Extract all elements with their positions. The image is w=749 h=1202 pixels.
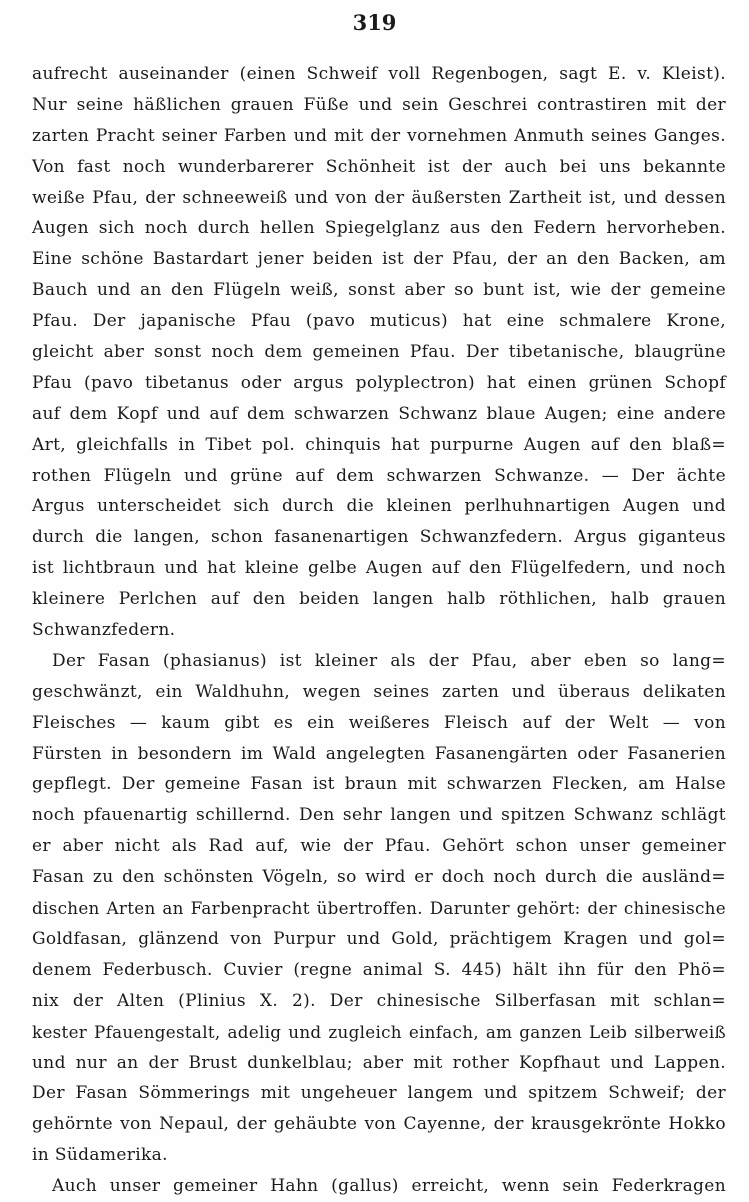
text-line: Fasan zu den schönsten Vögeln, so wird er doch noch durch die ausländ= [32,867,726,888]
text-line: gleicht aber sonst noch dem gemeinen Pfau. Der tibetanische, blaugrüne [32,342,726,363]
text-line: in Südamerika. [32,1145,168,1166]
text-line: zarten Pracht seiner Farben und mit der vornehmen Anmuth seines Ganges. [32,125,726,146]
text-line: Nur seine häßlichen grauen Füße und sein Geschrei contrastiren mit der [32,94,726,115]
text-line: Pfau. Der japanische Pfau (pavo muticus) hat eine schmalere Krone, [32,311,726,332]
text-line: Schwanzfedern. [32,620,176,641]
text-line: auf dem Kopf und auf dem schwarzen Schwanz blaue Augen; eine andere [32,403,726,424]
text-line: Von fast noch wunderbarerer Schönheit ist der auch bei uns bekannte [32,156,726,177]
text-line: kester Pfauengestalt, adelig und zugleich einfach, am ganzen Leib silberweiß [32,1021,726,1042]
text-line: ist lichtbraun und hat kleine gelbe Augen auf den Flügelfedern, und noch [32,558,726,579]
text-line: Eine schöne Bastardart jener beiden ist der Pfau, der an den Backen, am [32,249,726,270]
text-line: er aber nicht als Rad auf, wie der Pfau. Gehört schon unser gemeiner [32,836,726,857]
text-line: denem Federbusch. Cuvier (regne animal S. 445) hält ihn für den Phö= [32,959,726,980]
text-line: geschwänzt, ein Waldhuhn, wegen seines zarten und überaus delikaten [32,681,726,702]
text-line: gehörnte von Nepaul, der gehäubte von Cayenne, der krausgekrönte Hokko [32,1114,726,1135]
text-line: rothen Flügeln und grüne auf dem schwarzen Schwanze. — Der ächte [32,465,726,486]
body-text [32,59,726,1202]
text-line: und nur an der Brust dunkelblau; aber mit rother Kopfhaut und Lappen. [32,1052,726,1073]
text-line: kleinere Perlchen auf den beiden langen halb röthlichen, halb grauen [32,589,726,610]
text-line: noch pfauenartig schillernd. Den sehr langen und spitzen Schwanz schlägt [32,805,726,826]
text-line: Augen sich noch durch hellen Spiegelglanz aus den Federn hervorheben. [32,218,726,239]
text-line: Argus unterscheidet sich durch die kleinen perlhuhnartigen Augen und [32,496,726,517]
text-line: Fürsten in besondern im Wald angelegten Fasanengärten oder Fasanerien [32,743,726,764]
text-line: Bauch und an den Flügeln weiß, sonst aber so bunt ist, wie der gemeine [32,280,726,301]
text-line: nix der Alten (Plinius X. 2). Der chinesische Silberfasan mit schlan= [32,990,726,1011]
text-line: dischen Arten an Farbenpracht übertroffen. Darunter gehört: der chinesische [32,898,726,919]
text-line: Goldfasan, glänzend von Purpur und Gold, prächtigem Kragen und gol= [32,928,726,949]
text-line: Fleisches — kaum gibt es ein weißeres Fleisch auf der Welt — von [32,712,726,733]
text-line: Auch unser gemeiner Hahn (gallus) erreicht, wenn sein Federkragen [52,1176,726,1197]
text-line: weiße Pfau, der schneeweiß und von der äußersten Zartheit ist, und dessen [32,187,726,208]
text-line: aufrecht auseinander (einen Schweif voll Regenbogen, sagt E. v. Kleist). [32,64,726,84]
text-line: durch die langen, schon fasanenartigen Schwanzfedern. Argus giganteus [32,527,726,548]
text-line: Pfau (pavo tibetanus oder argus polyplectron) hat einen grünen Schopf [32,372,726,393]
text-line: Der Fasan (phasianus) ist kleiner als der Pfau, aber eben so lang= [52,650,726,671]
text-line: Art, gleichfalls in Tibet pol. chinquis hat purpurne Augen auf den blaß= [32,434,726,455]
page-number: 319 [352,10,397,35]
text-line: Der Fasan Sömmerings mit ungeheuer langem und spitzem Schweif; der [32,1083,726,1104]
text-line: gepflegt. Der gemeine Fasan ist braun mit schwarzen Flecken, am Halse [32,774,726,795]
